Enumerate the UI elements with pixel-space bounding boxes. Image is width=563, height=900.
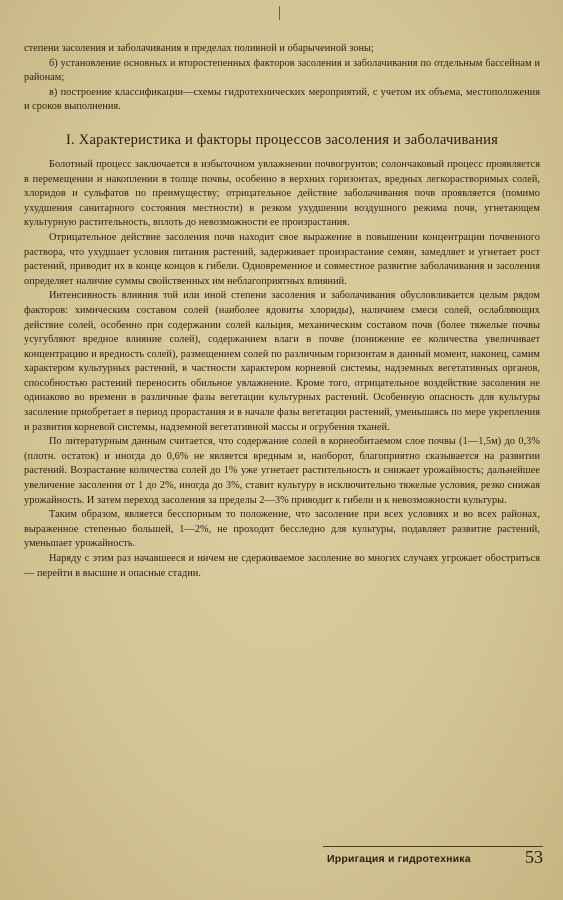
page-number: 53 (525, 847, 543, 867)
body-paragraph: Таким образом, является бесспорным то положение, что засоление при всех условиях и во всех районах, выраженное степенью большей, 1—2%, не проходит бесследно для культуры, подавляет развитие растений, уменьшает урожайность. (24, 509, 540, 550)
intro-paragraph: степени засоления и заболачивания в пределах поливной и обарычеиной зоны; (24, 43, 374, 54)
body-paragraph: Наряду с этим раз начавшееся и ничем не сдерживаемое засоление во многих случаях угрожает обостриться — перейти в высшие и опасные стадии. (24, 553, 540, 579)
intro-list-item-c: в) построение классификации—схемы гидротехнических мероприятий, с учетом их объема, местоположения и сроков выполнения. (24, 86, 540, 113)
margin-mark (279, 6, 280, 20)
text-column (24, 42, 540, 581)
intro-block (24, 42, 540, 115)
body-paragraph: Отрицательное действие засоления почв находит свое выражение в повышении концентрации почвенного раствора, что ухудшает условия питания растений, задерживает произрастание семян, замедляет и угнетает рост растений, приводит их в конце концов к гибели. Одновременное и совместное развитие заболачивания и засоления определяет наличие суммы свойственных им неблагоприятных влияний. (24, 231, 540, 287)
section-title: I. Характеристика и факторы процессов засоления и заболачивания (65, 131, 499, 148)
body-paragraph: Болотный процесс заключается в избыточном увлажнении почвогрунтов; солончаковый процесс проявляется в перемещении и накоплении в толще почвы, особенно в верхних горизонтах, вредных легкорастворимых солей, хлоридов и сульфатов по преимуществу; отрицательное действие заболачивания почв проявляется (помимо ухудшения санитарного состояния местности) в резком ухудшении воздушного режима почв, угнетающем культурную растительность, вплоть до невозможности ее произрастания. (24, 158, 540, 229)
body-paragraph: Интенсивность влияния той или иной степени засоления и заболачивания обусловливается целым рядом факторов: химическим составом солей (наиболее ядовиты хлориды), наличием смеси солей, ослабляющих действие солей, особенно при содержании солей кальция, механическим составом почв (более тяжелые почвы усугубляют вредное влияние солей), содержанием влаги в почве (понижение ее количества увеличивает концентрацию и вредность солей), размещением солей по различным горизонтам в данный момент, наконец, самим характером культурных растений, в частности характером корневой системы, надземных вегетативных органов, способностью растений переносить обильное увлажнение. Кроме того, отрицательное воздействие засоления не одинаково во времени в различные фазы вегетации культурных растений. Особенную опасность для культуры засоление приобретает в период прорастания и в начале фазы вегетации растений, уменьшаясь по мере укрепления и развития корневой системы, надземной вегетативной массы и огрубения тканей. (24, 290, 540, 433)
intro-list-item-b: б) установление основных и второстепенных факторов засоления и заболачивания по отдельным бассейнам и районам; (24, 57, 540, 84)
footer-rule (323, 846, 543, 847)
body-text (24, 158, 540, 581)
journal-name: Ирригация и гидротехника (327, 853, 471, 865)
page-footer (323, 846, 543, 870)
body-paragraph: По литературным данным считается, что содержание солей в корнеобитаемом слое почвы (1—1,5м) до 0,3% (плотн. остаток) и иногда до 0,6% не является вредным и, наоборот, благоприятно сказывается на развитии растений. Возрастание количества солей до 1% уже угнетает растительность и снижает урожайность; дальнейшее увеличение засоления от 1 до 2%, иногда до 3%, ставит культуру в исключительно тяжелые условия, резко снижая урожайность. И затем переход засоления за пределы 2—3% приводит к гибели и к невозможности культуры. (24, 436, 540, 506)
